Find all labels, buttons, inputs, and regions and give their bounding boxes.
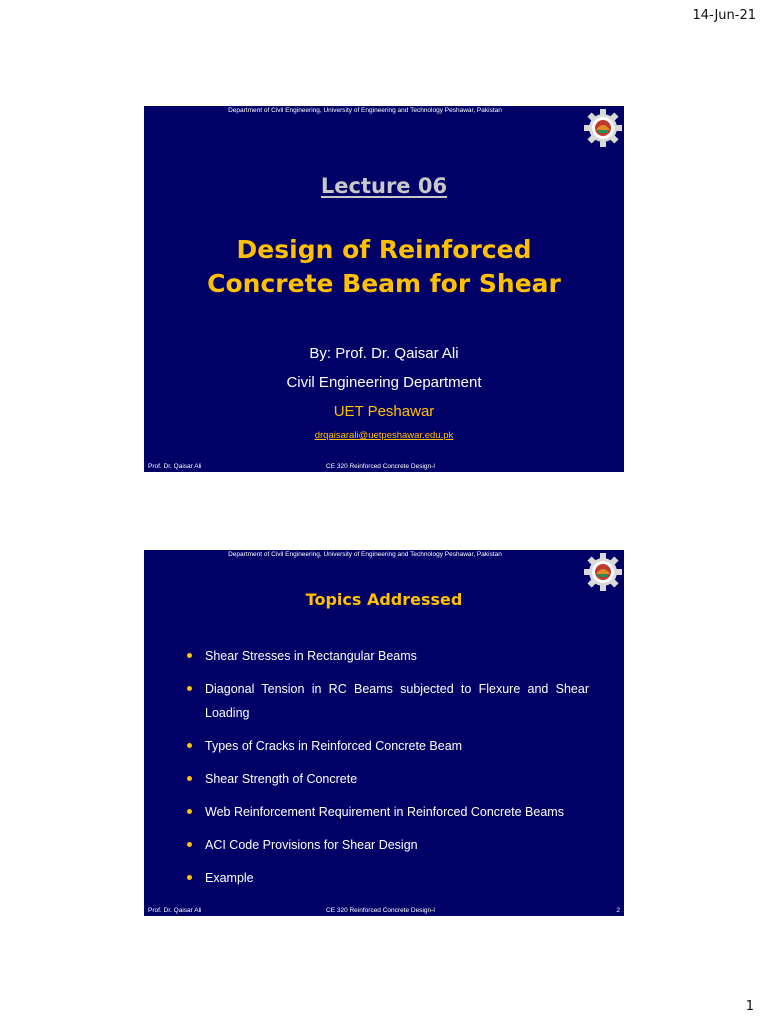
slide-number: 2 [616,907,620,914]
lecture-title [144,233,624,301]
slide-1 [144,106,624,472]
footer-author: Prof. Dr. Qaisar Ali [148,907,202,914]
uet-gear-logo-icon [583,552,623,592]
slide-footer [144,904,624,914]
topic-item: Web Reinforcement Requirement in Reinforced Concrete Beams [185,800,589,824]
topic-item: Shear Strength of Concrete [185,767,589,791]
slide-2 [144,550,624,916]
topic-item: Diagonal Tension in RC Beams subjected to Flexure and Shear Loading [185,677,589,726]
topic-list [185,644,589,899]
topic-item: Shear Stresses in Rectangular Beams [185,644,589,668]
topics-title: Topics Addressed [305,590,463,609]
slide-header-department: Department of Civil Engineering, University of Engineering and Technology Peshawar, Pakistan [228,551,502,558]
topic-item: ACI Code Provisions for Shear Design [185,833,589,857]
lecture-title-line-1: Design of Reinforced [236,235,532,264]
author-email-link[interactable]: drqaisarali@uetpeshawar.edu.pk [314,430,454,441]
topic-item: Types of Cracks in Reinforced Concrete Beam [185,734,589,758]
slide-header-department: Department of Civil Engineering, University of Engineering and Technology Peshawar, Pakistan [228,107,502,114]
uet-gear-logo-icon [583,108,623,148]
institution-line: UET Peshawar [333,403,435,420]
page-date: 14-Jun-21 [692,8,756,23]
department-line: Civil Engineering Department [286,374,482,391]
lecture-title-line-2: Concrete Beam for Shear [207,269,561,298]
lecture-number: Lecture 06 [320,174,448,198]
footer-course: CE 320 Reinforced Concrete Design-I [326,463,436,470]
footer-author: Prof. Dr. Qaisar Ali [148,463,202,470]
footer-course: CE 320 Reinforced Concrete Design-I [326,907,436,914]
slide-footer [144,460,624,470]
topic-item: Example [185,866,589,890]
author-line: By: Prof. Dr. Qaisar Ali [309,345,459,362]
page-number: 1 [745,999,754,1014]
